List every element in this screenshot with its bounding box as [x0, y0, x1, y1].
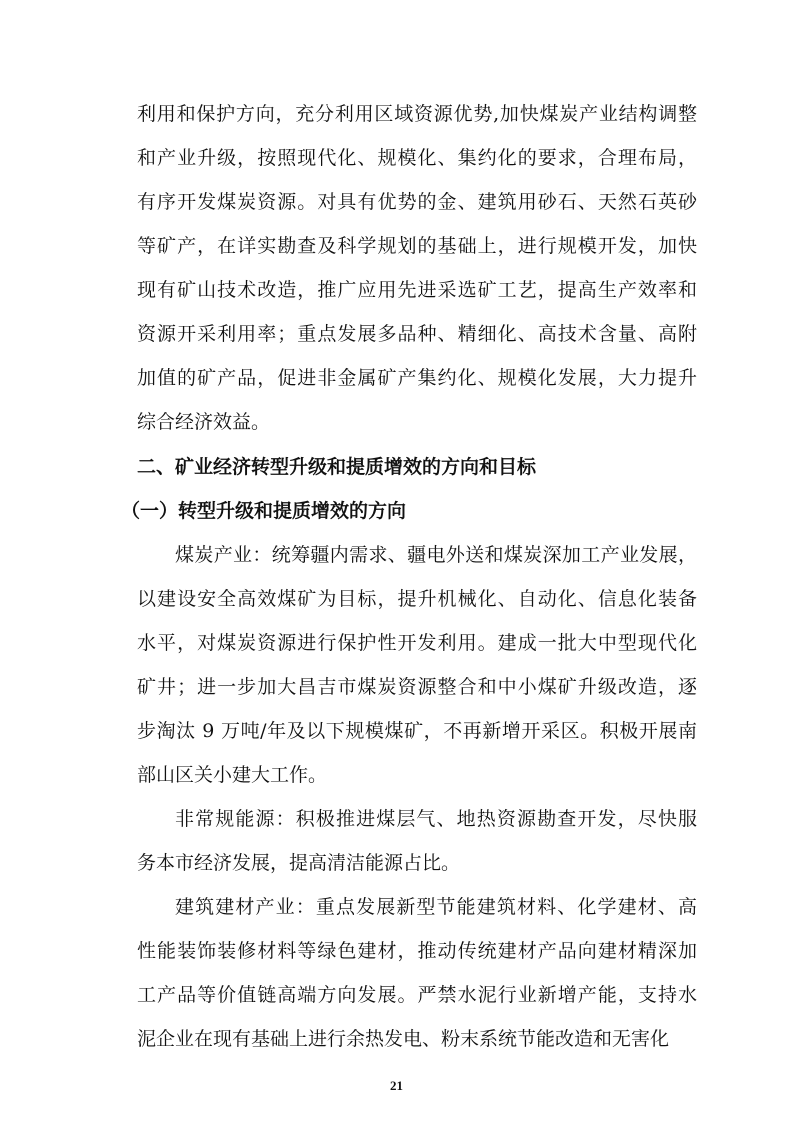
- paragraph-line: 泥企业在现有基础上进行余热发电、粉末系统节能改造和无害化: [137, 1028, 670, 1050]
- paragraph-line: 非常规能源：积极推进煤层气、地热资源勘查开发，尽快服: [175, 808, 697, 830]
- paragraph-line: 步淘汰 9 万吨/年及以下规模煤矿，不再新增开采区。积极开展南: [137, 720, 697, 742]
- paragraph-line: 务本市经济发展，提高清洁能源占比。: [137, 852, 461, 874]
- paragraph-line: 建筑建材产业：重点发展新型节能建筑材料、化学建材、高: [175, 896, 697, 918]
- subsection-heading: （一）转型升级和提质增效的方向: [121, 500, 407, 522]
- section-heading: 二、矿业经济转型升级和提质增效的方向和目标: [137, 456, 537, 478]
- paragraph-line: 现有矿山技术改造，推广应用先进采选矿工艺，提高生产效率和: [137, 279, 697, 301]
- paragraph-line: 利用和保护方向，充分利用区域资源优势,加快煤炭产业结构调整: [137, 103, 697, 125]
- paragraph-line: 煤炭产业：统筹疆内需求、疆电外送和煤炭深加工产业发展，: [175, 544, 697, 566]
- paragraph-line: 性能装饰装修材料等绿色建材，推动传统建材产品向建材精深加: [137, 940, 697, 962]
- paragraph-line: 水平，对煤炭资源进行保护性开发利用。建成一批大中型现代化: [137, 632, 697, 654]
- paragraph-line: 部山区关小建大工作。: [137, 764, 328, 786]
- paragraph-line: 以建设安全高效煤矿为目标，提升机械化、自动化、信息化装备: [137, 588, 697, 610]
- paragraph-line: 工产品等价值链高端方向发展。严禁水泥行业新增产能，支持水: [137, 984, 697, 1006]
- paragraph-line: 加值的矿产品，促进非金属矿产集约化、规模化发展，大力提升: [137, 367, 697, 389]
- paragraph-line: 综合经济效益。: [137, 411, 271, 433]
- paragraph-line: 矿井；进一步加大昌吉市煤炭资源整合和中小煤矿升级改造，逐: [137, 676, 697, 698]
- page-number: 21: [390, 1078, 403, 1093]
- paragraph-line: 资源开采利用率；重点发展多品种、精细化、高技术含量、高附: [137, 323, 697, 345]
- paragraph-line: 有序开发煤炭资源。对具有优势的金、建筑用砂石、天然石英砂: [137, 191, 697, 213]
- paragraph-line: 等矿产，在详实勘查及科学规划的基础上，进行规模开发，加快: [137, 235, 697, 257]
- paragraph-line: 和产业升级，按照现代化、规模化、集约化的要求，合理布局，: [137, 147, 697, 169]
